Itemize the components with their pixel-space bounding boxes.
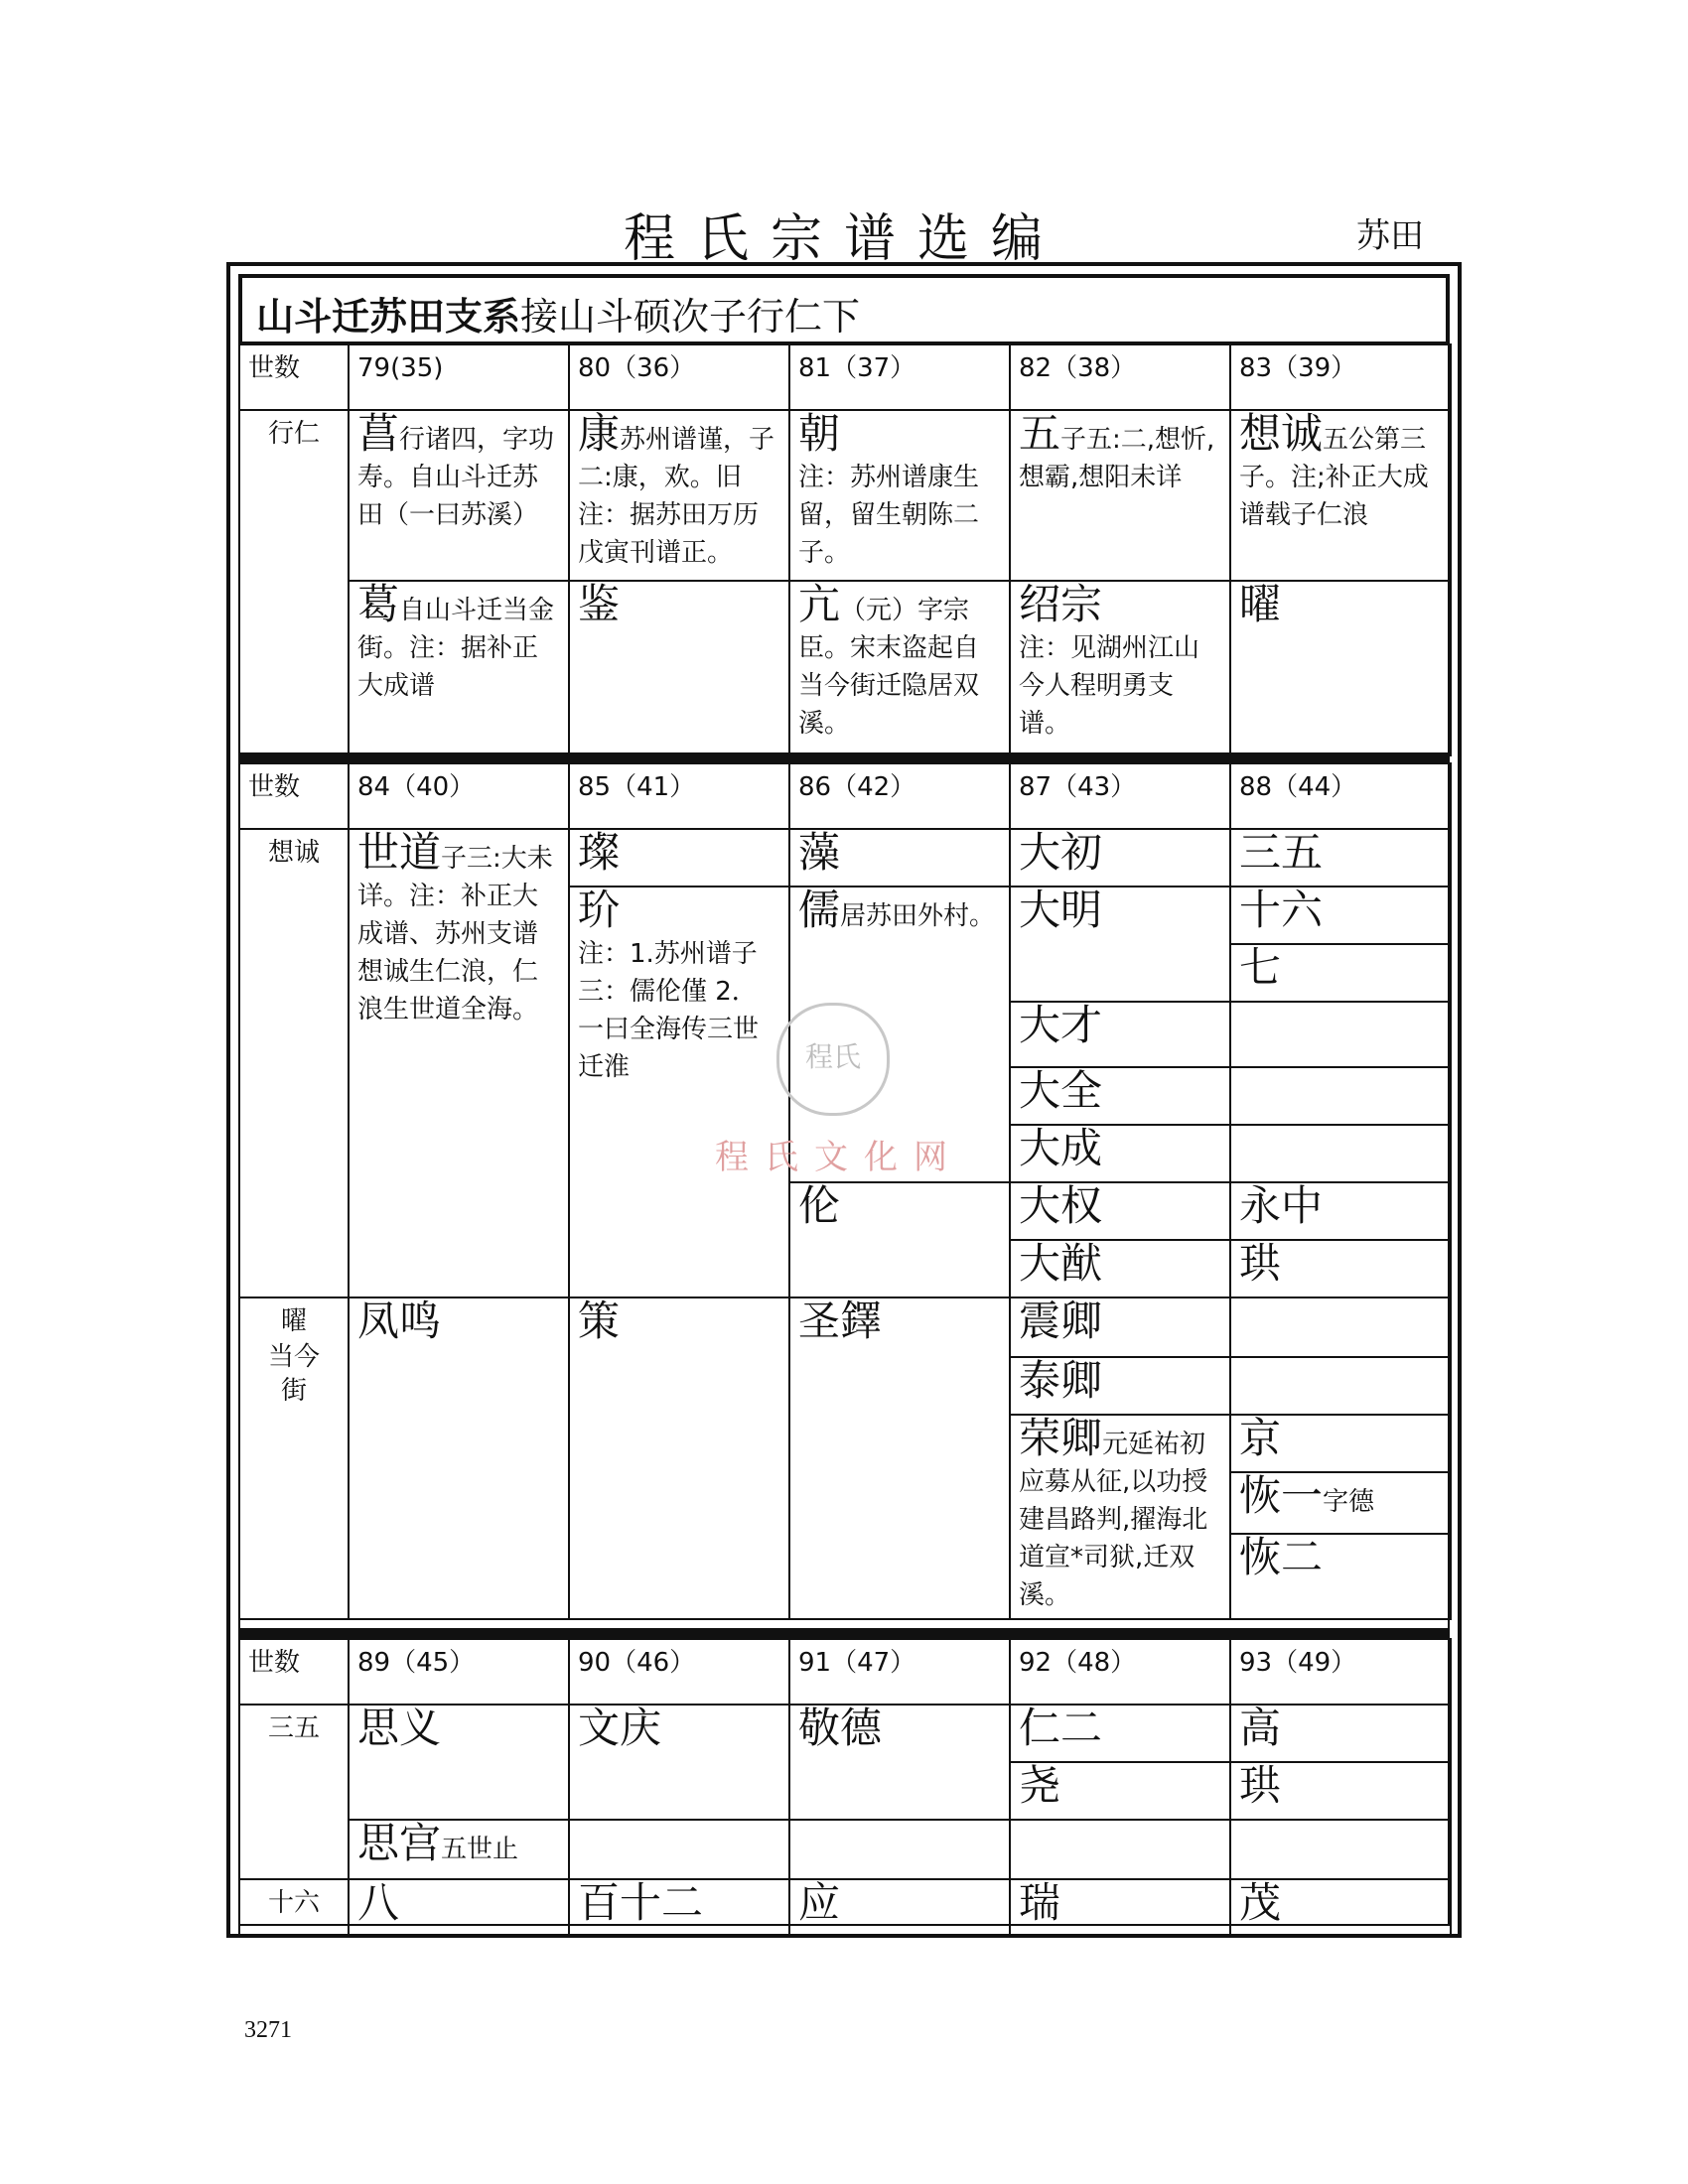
person-note: 子五:二,想忻,想霸,想阳未详 — [1019, 425, 1215, 492]
person-name: 荣卿 — [1019, 1414, 1103, 1462]
person-entry — [789, 829, 1010, 887]
person-name: 恢一 — [1239, 1471, 1324, 1520]
gen-header: 82（38） — [1010, 344, 1230, 410]
person-entry — [1230, 1762, 1451, 1820]
person-name: 三五 — [1239, 828, 1324, 877]
ancestor-entry — [239, 1297, 349, 1619]
person-name: 珙 — [1239, 1761, 1282, 1810]
person-name: 大初 — [1019, 828, 1103, 877]
person-entry — [1230, 1415, 1451, 1472]
person-name: 大才 — [1019, 1001, 1103, 1049]
person-entry — [1230, 1297, 1451, 1357]
person-entry — [569, 1705, 789, 1820]
person-note: 注：苏州谱康生留，留生朝陈二子。 — [798, 463, 980, 568]
person-name: 永中 — [1239, 1181, 1324, 1230]
person-entry — [569, 887, 789, 1297]
person-entry — [1230, 944, 1451, 1002]
gen-header: 84（40） — [349, 763, 569, 829]
person-entry — [1010, 1002, 1230, 1067]
region-label: 苏田 — [1356, 216, 1424, 256]
person-name: 七 — [1239, 943, 1282, 992]
person-name: 十六 — [1239, 886, 1324, 934]
person-entry — [1010, 887, 1230, 1002]
branch-name: 山斗迁苏田支系 — [256, 294, 521, 339]
person-name: 鉴 — [578, 580, 621, 628]
person-name: 伦 — [798, 1181, 841, 1230]
person-name: 思宫 — [357, 1819, 442, 1867]
person-name: 茂 — [1239, 1878, 1282, 1927]
person-entry — [1010, 1182, 1230, 1240]
person-entry — [1230, 1534, 1451, 1619]
person-entry — [789, 1705, 1010, 1820]
person-note: 字德 — [1323, 1487, 1375, 1517]
person-name: 震卿 — [1019, 1297, 1103, 1345]
gen-header: 79(35) — [349, 344, 569, 410]
person-entry — [349, 410, 569, 581]
person-entry — [1230, 1125, 1451, 1182]
person-entry — [789, 1879, 1010, 1937]
generation-table-2 — [238, 762, 1452, 1620]
person-entry — [569, 1297, 789, 1619]
person-name: 圣鐸 — [798, 1297, 883, 1345]
person-name: 曜 — [1239, 580, 1282, 628]
person-name: 大猷 — [1019, 1239, 1103, 1288]
person-entry — [349, 1705, 569, 1820]
person-entry — [1230, 1820, 1451, 1879]
person-entry — [1010, 1415, 1230, 1619]
person-entry — [789, 1182, 1010, 1297]
person-entry — [789, 1820, 1010, 1879]
person-name: 瑞 — [1019, 1878, 1061, 1927]
person-name: 应 — [798, 1878, 841, 1927]
person-entry — [1010, 1705, 1230, 1762]
person-entry — [1230, 1879, 1451, 1937]
ancestor-label: 三五 — [239, 1705, 349, 1879]
person-note: 元延祐初应募从征,以功授建昌路判,擢海北道宣*司狱,迁双溪。 — [1019, 1430, 1208, 1610]
person-entry — [349, 829, 569, 1297]
ancestor-label: 曜 — [280, 1306, 307, 1336]
ancestor-label: 行仁 — [239, 410, 349, 755]
gen-header: 85（41） — [569, 763, 789, 829]
person-name: 玠 — [578, 886, 621, 934]
person-name: 大权 — [1019, 1181, 1103, 1230]
person-name: 菖 — [357, 409, 400, 458]
person-name: 大全 — [1019, 1066, 1103, 1115]
person-note: 居苏田外村。 — [840, 901, 996, 931]
person-entry — [1010, 1357, 1230, 1415]
gen-header: 91（47） — [789, 1639, 1010, 1705]
person-note: 注：见湖州江山今人程明勇支谱。 — [1019, 633, 1200, 739]
gen-header: 83（39） — [1230, 344, 1451, 410]
person-entry — [1230, 1182, 1451, 1240]
person-entry — [349, 1297, 569, 1619]
person-name: 八 — [357, 1878, 400, 1927]
gen-header: 90（46） — [569, 1639, 789, 1705]
person-entry — [1230, 581, 1451, 755]
generation-table-1 — [238, 343, 1452, 756]
person-entry — [1230, 1067, 1451, 1125]
gen-header-label: 世数 — [239, 344, 349, 410]
person-entry — [569, 410, 789, 581]
person-entry — [789, 581, 1010, 755]
person-entry — [1230, 1357, 1451, 1415]
gen-header-label: 世数 — [239, 1639, 349, 1705]
person-name: 藻 — [798, 828, 841, 877]
person-entry — [349, 1820, 569, 1879]
page-title: 程氏宗谱选编 — [623, 209, 1064, 269]
person-name: 朝 — [798, 409, 841, 458]
watermark-seal: 程氏 — [776, 1003, 890, 1116]
person-entry — [789, 410, 1010, 581]
person-name: 康 — [578, 409, 621, 458]
person-name: 葛 — [357, 580, 400, 628]
person-entry — [1230, 1002, 1451, 1067]
generation-table-3 — [238, 1638, 1452, 1938]
gen-header: 86（42） — [789, 763, 1010, 829]
gen-header-label: 世数 — [239, 763, 349, 829]
person-note: 五公第三子。注;补正大成谱载子仁浪 — [1239, 425, 1429, 530]
person-note: 苏州谱谨，子二:康，欢。旧注：据苏田万历戊寅刊谱正。 — [578, 425, 775, 568]
ancestor-note: 当今街 — [267, 1342, 320, 1406]
section-divider — [238, 752, 1450, 762]
person-name: 高 — [1239, 1704, 1282, 1752]
ancestor-label: 十六 — [239, 1879, 349, 1937]
person-name: 恢二 — [1239, 1533, 1324, 1581]
person-note: （元）字宗臣。宋末盗起自当今街迁隐居双溪。 — [798, 596, 980, 739]
person-entry — [1230, 887, 1451, 944]
person-entry — [1010, 1067, 1230, 1125]
person-note: 子三:大未详。注：补正大成谱、苏州支谱想诚生仁浪，仁浪生世道全海。 — [357, 844, 553, 1024]
person-name: 大成 — [1019, 1124, 1103, 1172]
person-name: 思义 — [357, 1704, 442, 1752]
gen-header: 80（36） — [569, 344, 789, 410]
person-entry — [569, 829, 789, 887]
person-entry — [1230, 1240, 1451, 1297]
person-name: 世道 — [357, 828, 442, 877]
person-name: 璨 — [578, 828, 621, 877]
person-name: 百十二 — [578, 1878, 704, 1927]
person-name: 大明 — [1019, 886, 1103, 934]
person-note: 五世止 — [441, 1835, 519, 1864]
person-note: 注：1.苏州谱子三：儒伦僅 2．一曰全海传三世迁淮 — [578, 939, 760, 1082]
person-note: 自山斗迁当金街。注：据补正大成谱 — [357, 596, 555, 701]
person-entry — [1010, 1125, 1230, 1182]
person-name: 策 — [578, 1297, 621, 1345]
person-entry — [569, 1879, 789, 1937]
branch-lineage: 接山斗硕次子行仁下 — [520, 295, 861, 339]
person-entry — [569, 581, 789, 755]
person-entry — [349, 1879, 569, 1937]
person-name: 珙 — [1239, 1239, 1282, 1288]
gen-header: 88（44） — [1230, 763, 1451, 829]
person-name: 凤鸣 — [357, 1297, 442, 1345]
gen-header: 81（37） — [789, 344, 1010, 410]
gen-header: 92（48） — [1010, 1639, 1230, 1705]
person-note: 行诸四，字功寿。自山斗迁苏田（一曰苏溪） — [357, 425, 555, 530]
person-entry — [1010, 1297, 1230, 1357]
person-entry — [1010, 410, 1230, 581]
person-entry — [789, 1297, 1010, 1619]
person-entry — [1010, 1879, 1230, 1937]
person-name: 文庆 — [578, 1704, 662, 1752]
ancestor-label: 想诚 — [239, 829, 349, 1297]
branch-header — [240, 276, 1448, 343]
gen-header: 87（43） — [1010, 763, 1230, 829]
person-name: 京 — [1239, 1414, 1282, 1462]
watermark-text: 程氏文化网 — [715, 1138, 963, 1177]
person-entry — [569, 1820, 789, 1879]
person-entry — [1010, 829, 1230, 887]
person-entry — [1010, 1240, 1230, 1297]
person-name: 敬德 — [798, 1704, 883, 1752]
person-entry — [1010, 1820, 1230, 1879]
person-entry — [1230, 1705, 1451, 1762]
person-name: 亢 — [798, 580, 841, 628]
gen-header: 93（49） — [1230, 1639, 1451, 1705]
person-entry — [1230, 1472, 1451, 1534]
person-name: 仁二 — [1019, 1704, 1103, 1752]
person-entry — [1230, 829, 1451, 887]
person-entry — [349, 581, 569, 755]
person-name: 五 — [1019, 409, 1061, 458]
section-divider — [238, 1628, 1450, 1638]
person-name: 尧 — [1019, 1761, 1061, 1810]
person-entry — [1010, 1762, 1230, 1820]
person-name: 绍宗 — [1019, 580, 1103, 628]
person-name: 儒 — [798, 886, 841, 934]
gen-header: 89（45） — [349, 1639, 569, 1705]
person-name: 泰卿 — [1019, 1356, 1103, 1405]
person-entry — [1230, 410, 1451, 581]
person-name: 想诚 — [1239, 409, 1324, 458]
page-number: 3271 — [244, 2017, 292, 2043]
person-entry — [1010, 581, 1230, 755]
